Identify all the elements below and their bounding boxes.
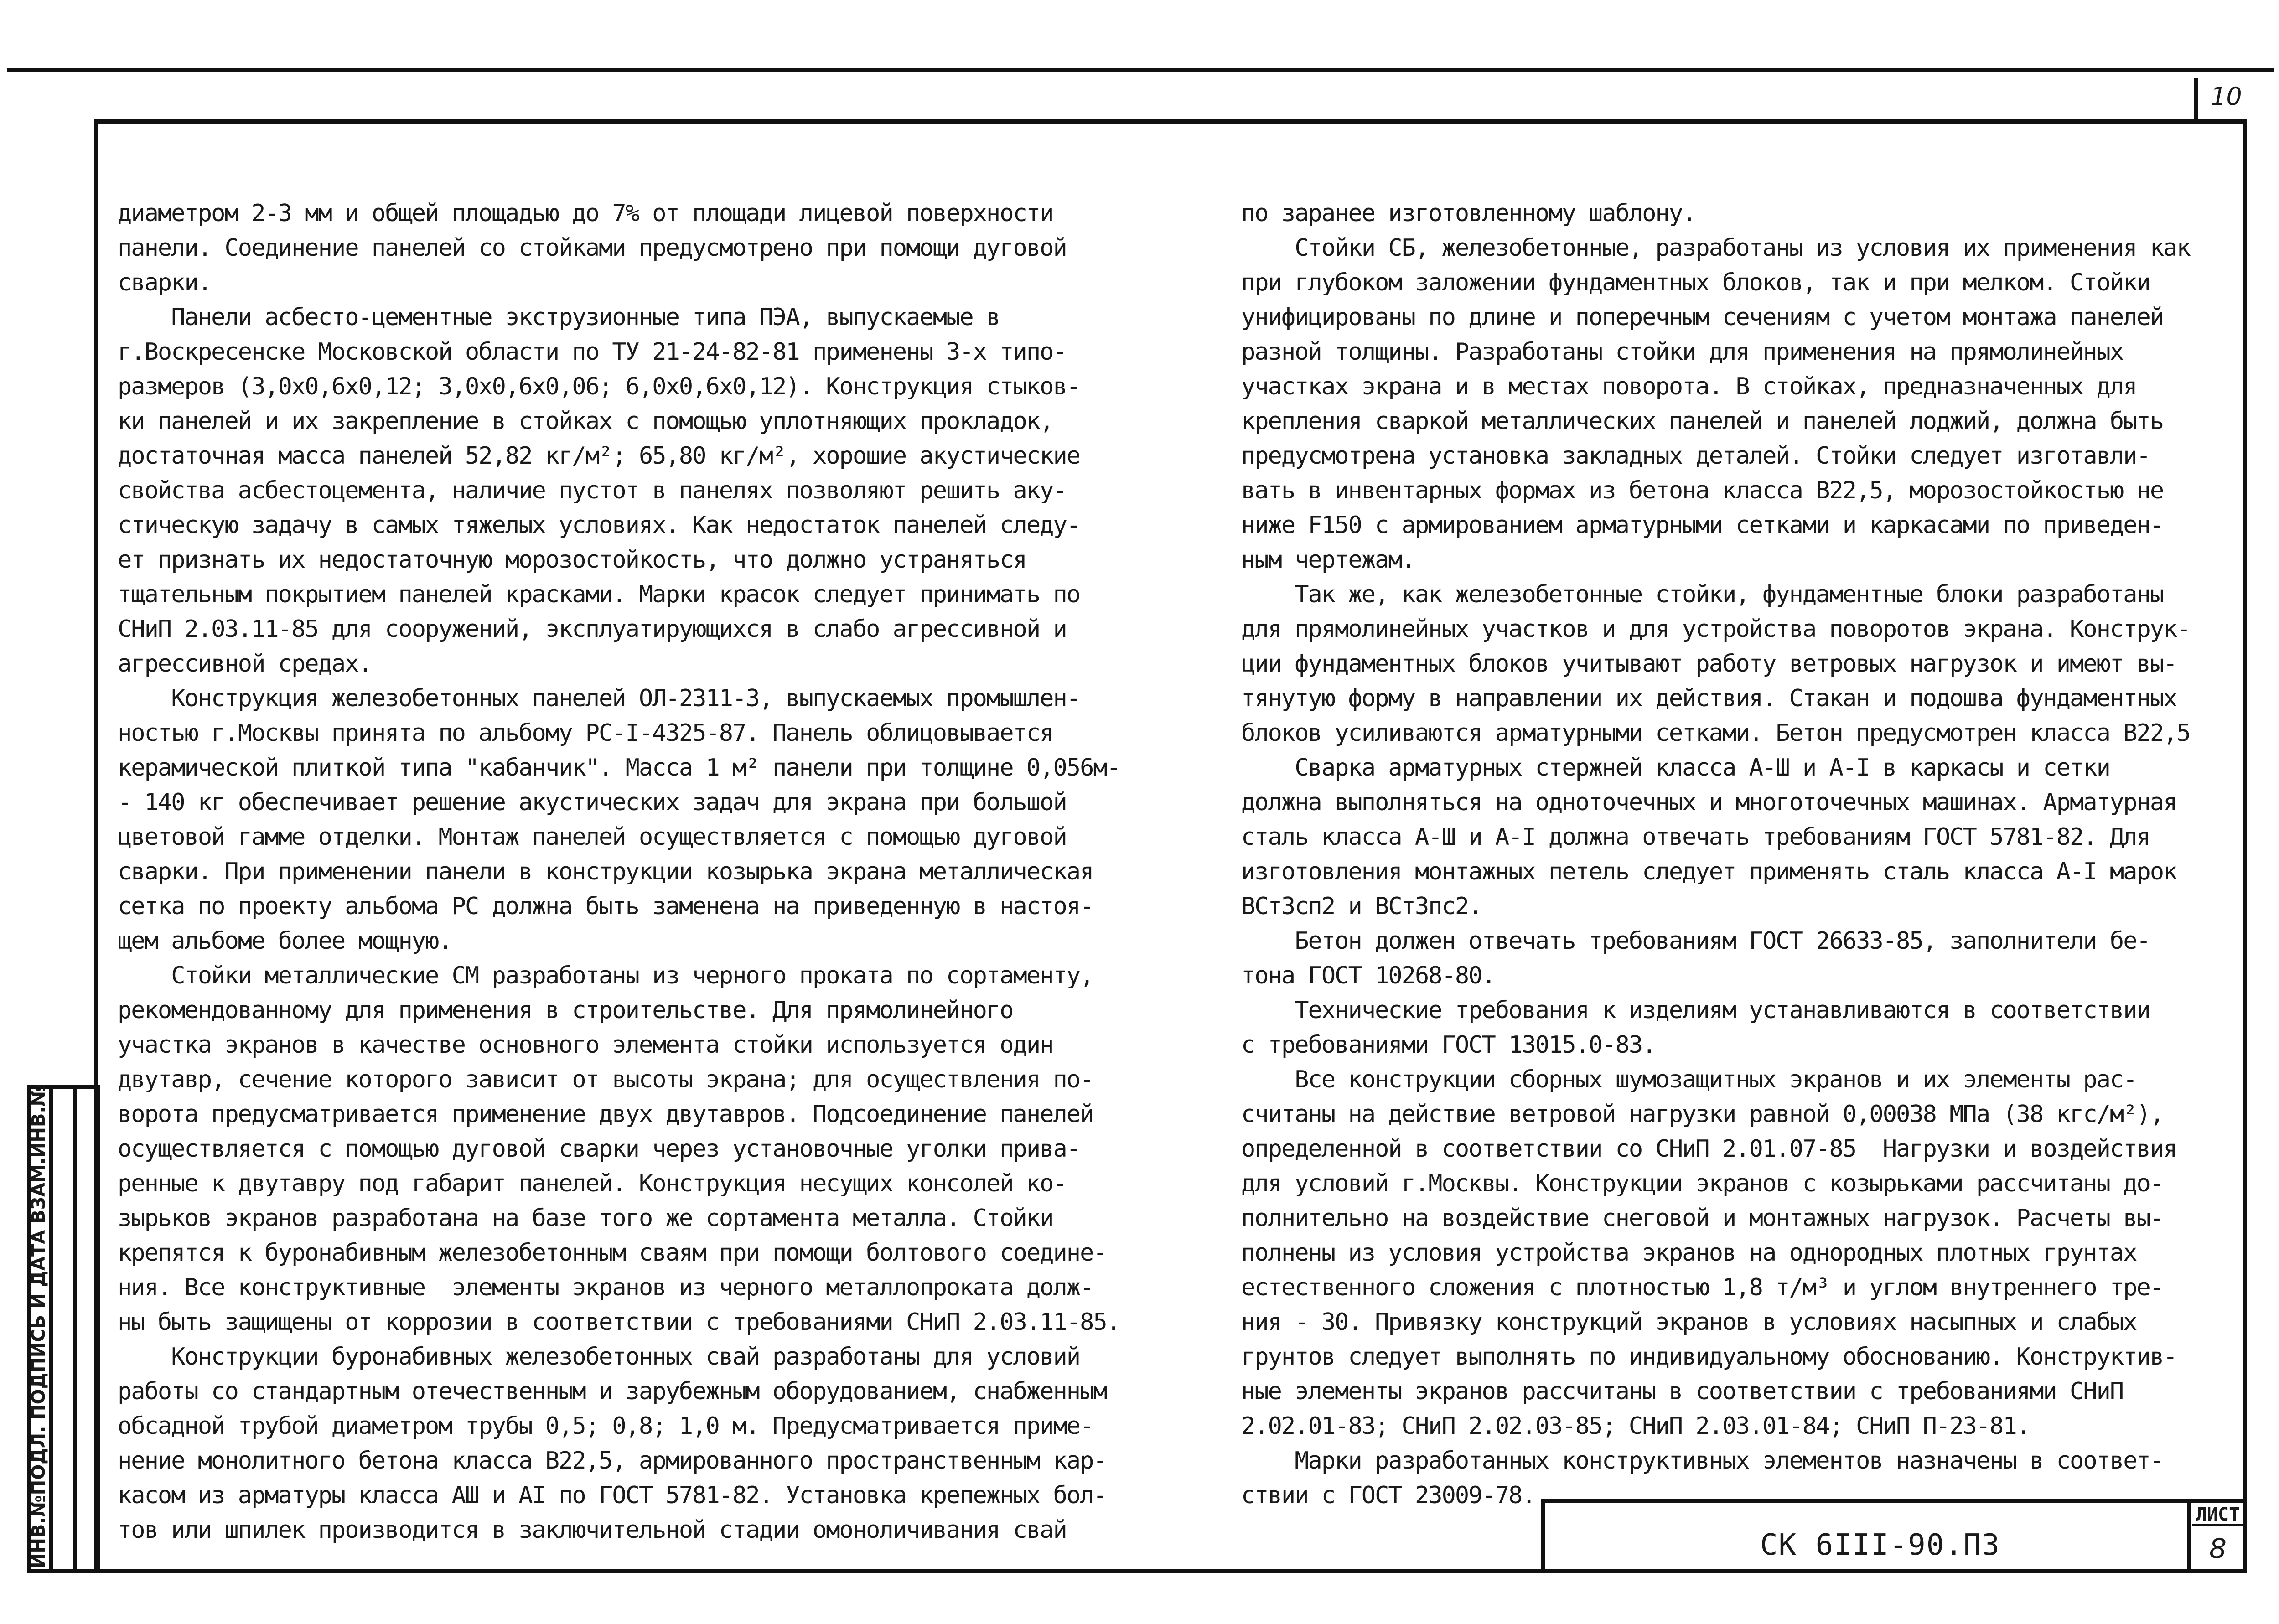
text-line: ции фундаментных блоков учитывают работу ветровых нагрузок и имеют вы- <box>1241 650 2177 678</box>
text-line: грунтов следует выполнять по индивидуальному обоснованию. Конструктив- <box>1241 1343 2177 1371</box>
text-line: считаны на действие ветровой нагрузки равной 0,00038 МПа (38 кгс/м²), <box>1241 1101 2164 1128</box>
text-line: ворота предусматривается применение двух двутавров. Подсоединение панелей <box>118 1101 1093 1128</box>
text-line: блоков усиливаются арматурными сетками. Бетон предусмотрен класса В22,5 <box>1241 719 2190 747</box>
text-line: Конструкция железобетонных панелей ОЛ-2311-3, выпускаемых промышлен- <box>118 685 1080 712</box>
text-line: для условий г.Москвы. Конструкции экранов с козырьками рассчитаны до- <box>1241 1170 2164 1197</box>
text-line: размеров (3,0х0,6х0,12; 3,0х0,6х0,06; 6,0х0,6х0,12). Конструкция стыков- <box>118 373 1080 400</box>
text-line: ны быть защищены от коррозии в соответствии с требованиями СНиП 2.03.11-85. <box>118 1309 1120 1336</box>
text-line: унифицированы по длине и поперечным сечениям с учетом монтажа панелей <box>1241 304 2164 331</box>
text-line: ВСт3сп2 и ВСт3пс2. <box>1241 893 1482 920</box>
text-line: достаточная масса панелей 52,82 кг/м²; 65,80 кг/м², хорошие акустические <box>118 442 1080 470</box>
inventory-strip-divider <box>49 1085 53 1573</box>
text-line: свойства асбестоцемента, наличие пустот в панелях позволяют решить аку- <box>118 477 1067 504</box>
text-line: с требованиями ГОСТ 13015.0-83. <box>1241 1031 1656 1059</box>
text-line: Все конструкции сборных шумозащитных экранов и их элементы рас- <box>1241 1066 2137 1093</box>
text-line: при глубоком заложении фундаментных блоков, так и при мелком. Стойки <box>1241 269 2150 296</box>
text-line: - 140 кг обеспечивает решение акустических задач для экрана при большой <box>118 789 1067 816</box>
text-line: естественного сложения с плотностью 1,8 т/м³ и углом внутреннего тре- <box>1241 1274 2164 1301</box>
text-line: полнительно на воздействие снеговой и монтажных нагрузок. Расчеты вы- <box>1241 1205 2164 1232</box>
left-text-column <box>118 196 1148 1547</box>
text-line: сварки. <box>118 269 212 296</box>
text-line: осуществляется с помощью дуговой сварки через установочные уголки прива- <box>118 1135 1080 1163</box>
text-line: для прямолинейных участков и для устройства поворотов экрана. Конструк- <box>1241 615 2190 643</box>
text-line: обсадной трубой диаметром трубы 0,5; 0,8; 1,0 м. Предусматривается приме- <box>118 1412 1093 1440</box>
text-line: стическую задачу в самых тяжелых условиях. Как недостаток панелей следу- <box>118 512 1080 539</box>
text-line: ниже F150 с армированием арматурными сетками и каркасами по приведен- <box>1241 512 2164 539</box>
text-line: нение монолитного бетона класса В22,5, армированного пространственным кар- <box>118 1447 1107 1474</box>
text-line: Так же, как железобетонные стойки, фундаментные блоки разработаны <box>1241 581 2164 608</box>
text-line: Технические требования к изделиям устанавливаются в соответствии <box>1241 997 2150 1024</box>
text-line: 2.02.01-83; СНиП 2.02.03-85; СНиП 2.03.01-84; СНиП П-23-81. <box>1241 1412 2030 1440</box>
text-line: Марки разработанных конструктивных элементов назначены в соответ- <box>1241 1447 2164 1474</box>
text-line: изготовления монтажных петель следует применять сталь класса А-I марок <box>1241 858 2177 885</box>
top-sheet-number: 10 <box>2211 82 2242 111</box>
text-line: сталь класса А-Ш и А-I должна отвечать требованиям ГОСТ 5781-82. Для <box>1241 823 2150 851</box>
text-line: касом из арматуры класса АШ и АI по ГОСТ 5781-82. Установка крепежных бол- <box>118 1482 1107 1509</box>
inventory-strip-divider <box>73 1085 77 1573</box>
text-line: ренные к двутавру под габарит панелей. Конструкция несущих консолей ко- <box>118 1170 1067 1197</box>
document-code: СК 6III-90.ПЗ <box>1760 1528 2000 1562</box>
right-text-column <box>1241 196 2244 1513</box>
text-line: СНиП 2.03.11-85 для сооружений, эксплуатирующихся в слабо агрессивной и <box>118 615 1067 643</box>
text-line: по заранее изготовленному шаблону. <box>1241 200 1696 227</box>
text-line: участках экрана и в местах поворота. В стойках, предназначенных для <box>1241 373 2137 400</box>
text-line: Стойки металлические СМ разработаны из черного проката по сортаменту, <box>118 962 1093 989</box>
text-line: крепятся к буронабивным железобетонным сваям при помощи болтового соедине- <box>118 1239 1107 1267</box>
text-line: ния - 30. Привязку конструкций экранов в условиях насыпных и слабых <box>1241 1309 2137 1336</box>
text-line: работы со стандартным отечественным и зарубежным оборудованием, снабженным <box>118 1378 1107 1405</box>
text-line: ные элементы экранов рассчитаны в соответствии с требованиями СНиП <box>1241 1378 2124 1405</box>
text-line: Бетон должен отвечать требованиям ГОСТ 26633-85, заполнители бе- <box>1241 927 2150 955</box>
text-line: крепления сваркой металлических панелей и панелей лоджий, должна быть <box>1241 408 2164 435</box>
text-line: ния. Все конструктивные элементы экранов из черного металлопроката долж- <box>118 1274 1093 1301</box>
text-line: рекомендованному для применения в строительстве. Для прямолинейного <box>118 997 1013 1024</box>
text-line: агрессивной средах. <box>118 650 372 678</box>
text-line: ностью г.Москвы принята по альбому РС-I-4325-87. Панель облицовывается <box>118 719 1053 747</box>
text-line: панели. Соединение панелей со стойками предусмотрено при помощи дуговой <box>118 234 1067 262</box>
text-line: ки панелей и их закрепление в стойках с помощью уплотняющих прокладок, <box>118 408 1053 435</box>
text-line: тона ГОСТ 10268-80. <box>1241 962 1495 989</box>
text-line: полнены из условия устройства экранов на однородных плотных грунтах <box>1241 1239 2137 1267</box>
text-line: г.Воскресенске Московской области по ТУ 21-24-82-81 применены 3-х типо- <box>118 338 1067 366</box>
text-line: ным чертежам. <box>1241 546 1415 574</box>
title-block-divider <box>2187 1499 2191 1573</box>
text-line: ствии с ГОСТ 23009-78. <box>1241 1482 1535 1509</box>
text-line: щем альбоме более мощную. <box>118 927 452 955</box>
text-line: ет признать их недостаточную морозостойкость, что должно устраняться <box>118 546 1026 574</box>
top-rule <box>7 68 2274 72</box>
text-line: тов или шпилек производится в заключительной стадии омоноличивания свай <box>118 1516 1067 1544</box>
text-line: предусмотрена установка закладных деталей. Стойки следует изготавли- <box>1241 442 2150 470</box>
text-line: сварки. При применении панели в конструкции козырька экрана металлическая <box>118 858 1093 885</box>
text-line: определенной в соответствии со СНиП 2.01.07-85 Нагрузки и воздействия <box>1241 1135 2177 1163</box>
text-line: Панели асбесто-цементные экструзионные типа ПЭА, выпускаемые в <box>118 304 1000 331</box>
text-line: Стойки СБ, железобетонные, разработаны из условия их применения как <box>1241 234 2190 262</box>
inventory-strip-label: ИНВ.№ПОДЛ. ПОДПИСЬ И ДАТА ВЗАМ.ИНВ.№ <box>28 1084 49 1568</box>
text-line: тщательным покрытием панелей красками. Марки красок следует принимать по <box>118 581 1080 608</box>
text-line: вать в инвентарных формах из бетона класса В22,5, морозостойкостью не <box>1241 477 2164 504</box>
text-line: участка экранов в качестве основного элемента стойки используется один <box>118 1031 1053 1059</box>
text-line: должна выполняться на одноточечных и многоточечных машинах. Арматурная <box>1241 789 2177 816</box>
sheet-number: 8 <box>2209 1533 2227 1565</box>
text-line: разной толщины. Разработаны стойки для применения на прямолинейных <box>1241 338 2124 366</box>
text-line: Конструкции буронабивных железобетонных свай разработаны для условий <box>118 1343 1080 1371</box>
sheet-label: ЛИСТ <box>2192 1503 2243 1526</box>
text-line: тянутую форму в направлении их действия. Стакан и подошва фундаментных <box>1241 685 2177 712</box>
text-line: сетка по проекту альбома РС должна быть заменена на приведенную в настоя- <box>118 893 1093 920</box>
text-line: зырьков экранов разработана на базе того же сортамента металла. Стойки <box>118 1205 1053 1232</box>
text-line: цветовой гамме отделки. Монтаж панелей осуществляется с помощью дуговой <box>118 823 1067 851</box>
text-line: двутавр, сечение которого зависит от высоты экрана; для осуществления по- <box>118 1066 1093 1093</box>
text-line: диаметром 2-3 мм и общей площадью до 7% от площади лицевой поверхности <box>118 200 1053 227</box>
text-line: Сварка арматурных стержней класса А-Ш и А-I в каркасы и сетки <box>1241 754 2110 781</box>
text-line: керамической плиткой типа "кабанчик". Масса 1 м² панели при толщине 0,056м- <box>118 754 1120 781</box>
